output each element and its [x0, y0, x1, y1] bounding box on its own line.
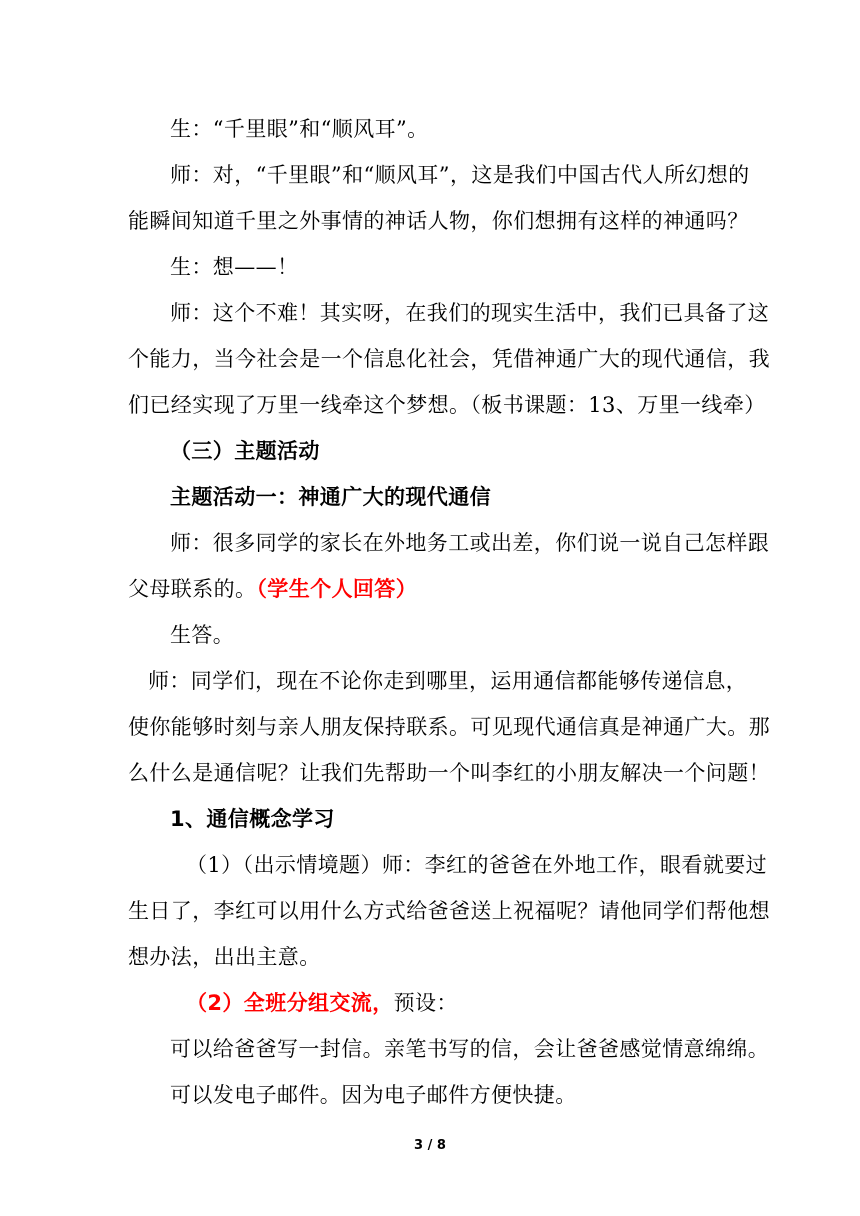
paragraph-line [128, 574, 417, 604]
page-number: 3 / 8 [414, 1138, 446, 1153]
paragraph-line [128, 712, 770, 742]
line-text: 师：同学们，现在不论你走到哪里，运用通信都能够传递信息， [148, 669, 748, 693]
highlight-text: （学生个人回答） [256, 577, 418, 601]
line-text: 预设： [393, 991, 458, 1015]
paragraph-line [148, 666, 747, 696]
line-text: 师：很多同学的家长在外地务工或出差，你们说一说自己怎样跟 [170, 531, 770, 555]
line-text: （1）（出示情境题）师：李红的爸爸在外地工作，眼看就要过 [186, 853, 768, 877]
line-text: 父母联系的。 [128, 577, 257, 601]
paragraph-line [128, 896, 770, 926]
paragraph-line [170, 1080, 577, 1110]
paragraph-line [170, 1034, 769, 1064]
line-text: 们已经实现了万里一线牵这个梦想。（板书课题：13、万里一线牵） [128, 393, 766, 417]
paragraph-line [170, 252, 298, 282]
subsection-heading [170, 482, 491, 512]
paragraph-line [186, 988, 458, 1018]
line-text: 生：想——！ [170, 255, 299, 279]
line-text: 个能力，当今社会是一个信息化社会，凭借神通广大的现代通信，我 [128, 347, 770, 371]
paragraph-line [170, 620, 234, 650]
heading-text: （三）主题活动 [170, 439, 320, 463]
subsection-heading [170, 804, 335, 834]
line-text: 么什么是通信呢？让我们先帮助一个叫李红的小朋友解决一个问题！ [128, 761, 770, 785]
line-text: 使你能够时刻与亲人朋友保持联系。可见现代通信真是神通广大。那 [128, 715, 770, 739]
line-text: 可以发电子邮件。因为电子邮件方便快捷。 [170, 1083, 577, 1107]
highlight-text: （2）全班分组交流， [186, 991, 394, 1015]
line-text: 师：这个不难！其实呀，在我们的现实生活中，我们已具备了这 [170, 301, 770, 325]
paragraph-line [186, 850, 767, 880]
paragraph-line [170, 528, 769, 558]
line-text: 师：对，“千里眼”和“顺风耳”，这是我们中国古代人所幻想的 [170, 163, 750, 187]
line-text: 生答。 [170, 623, 235, 647]
line-text: 可以给爸爸写一封信。亲笔书写的信，会让爸爸感觉情意绵绵。 [170, 1037, 770, 1061]
paragraph-line [128, 344, 770, 374]
paragraph-line [128, 206, 749, 236]
paragraph-line [170, 114, 429, 144]
heading-text: 主题活动一：神通广大的现代通信 [170, 485, 491, 509]
line-text: 生：“千里眼”和“顺风耳”。 [170, 117, 429, 141]
paragraph-line [128, 942, 321, 972]
paragraph-line [170, 160, 750, 190]
paragraph-line [128, 758, 770, 788]
paragraph-line [128, 390, 766, 420]
line-text: 想办法，出出主意。 [128, 945, 321, 969]
paragraph-line [170, 298, 769, 328]
line-text: 能瞬间知道千里之外事情的神话人物，你们想拥有这样的神通吗？ [128, 209, 749, 233]
heading-text: 1、通信概念学习 [170, 807, 335, 831]
section-heading [170, 436, 320, 466]
line-text: 生日了，李红可以用什么方式给爸爸送上祝福呢？请他同学们帮他想 [128, 899, 770, 923]
